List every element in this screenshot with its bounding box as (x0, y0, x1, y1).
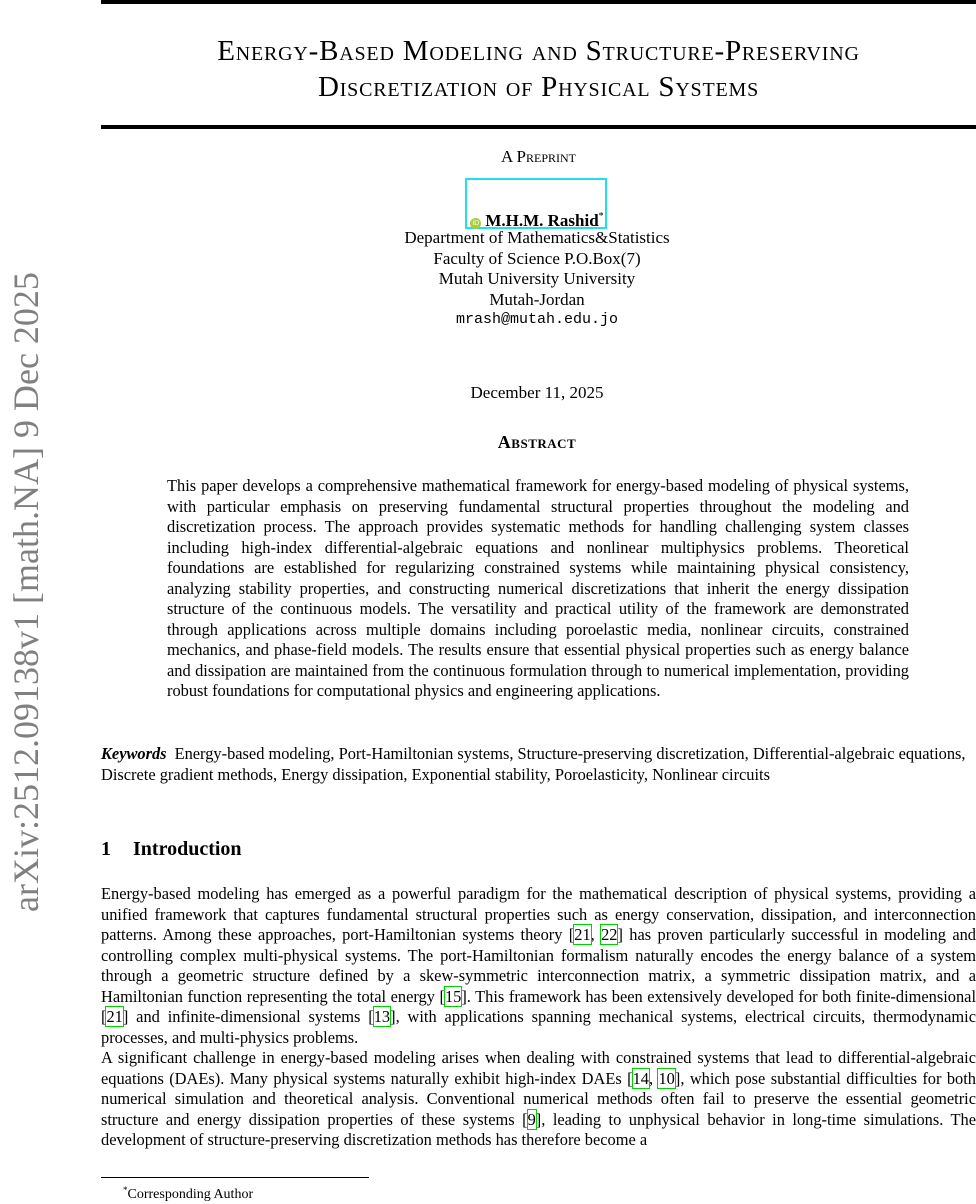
orcid-icon[interactable]: iD (470, 218, 481, 229)
paragraph-text: ]. This framework has been extensively developed for both finite-dimensional [ (101, 986, 976, 1026)
citation-link[interactable]: 22 (601, 925, 618, 944)
affiliation-line: Department of Mathematics&Statistics (404, 228, 670, 247)
preprint-label: A Preprint (500, 147, 577, 166)
section-heading-introduction (101, 838, 242, 861)
footnote-mark: * (123, 1185, 128, 1195)
footnote-text: Corresponding Author (127, 1187, 254, 1202)
affiliation-line: Mutah-Jordan (489, 289, 585, 309)
paper-title (101, 33, 976, 105)
abstract-text: This paper develops a comprehensive mathematical framework for energy-based modeling of physical systems, with particular emphasis on preserving fundamental structural properties throughout the modeling and discretization process. The approach provides systematic methods for handling challenging system classes including high-index differential-algebraic equations and nonlinear multiphysics problems. Theoretical foundations are established for regularizing constrained systems while maintaining physical consistency, analyzing stability properties, and constructing numerical discretizations that inherit the energy dissipation structure of the continuous models. The versatility and practical utility of the framework are demonstrated through applications across multiple domains including poroelastic media, nonlinear circuits, constrained mechanics, and phase-field models. The results ensure that essential physical properties such as energy balance and dissipation are maintained from the continuous formulation through to numerical implementation, providing robust foundations for computational physics and engineering applications. (167, 476, 909, 700)
author-name[interactable]: M.H.M. Rashid (485, 211, 599, 230)
title-top-rule (101, 0, 976, 4)
author-email: mrash@mutah.edu.jo (455, 311, 619, 328)
title-bottom-rule (101, 125, 976, 129)
citation-link[interactable]: 21 (574, 925, 591, 944)
citation-link[interactable]: 9 (527, 1109, 536, 1129)
paragraph-text: A significant challenge in energy-based modeling arises when dealing with constrained systems that lead to differential-algebraic equations (DAEs). Many physical systems naturally exhibit high-index DAEs [ (101, 1048, 976, 1088)
citation-link[interactable]: 14 (632, 1068, 649, 1088)
paper-title-line-2: Discretization of Physical Systems (317, 71, 760, 103)
affiliation-line: Mutah University University (438, 269, 636, 288)
keywords-label: Keywords (101, 744, 167, 763)
paper-title-line-1: Energy-Based Modeling and Structure-Preserving (217, 35, 860, 67)
paragraph-text: ] has proven particularly successful in modeling and controlling complex multi-physical systems. The port-Hamiltonian formalism naturally encodes the energy balance of a system through a geometric structure defined by a skew-symmetric interconnection matrix, a symmetric dissipation matrix, and a Hamiltonian function representing the total energy [ (101, 925, 976, 1006)
section-number: 1 (101, 838, 111, 860)
paragraph-text: , (648, 1068, 659, 1088)
citation-link[interactable]: 21 (106, 1007, 123, 1026)
author-affiliation (101, 228, 973, 331)
abstract-heading: Abstract (497, 432, 577, 452)
citation-link[interactable]: 10 (658, 1068, 675, 1088)
paragraph-text: , (590, 925, 602, 944)
paragraph-text: ], which pose substantial difficulties for both numerical simulation and theoretical analysis. Conventional numerical methods often fail to preserve the essential geometric structure and energy dissipation properties of these systems [ (101, 1068, 976, 1129)
keywords-text: Energy-based modeling, Port-Hamiltonian systems, Structure-preserving discretization, Differential-algebraic equations, Discrete gradient methods, Energy dissipation, Exponential stability, Poroelasticity, Nonlinear circuits (101, 744, 966, 784)
keywords-block (101, 744, 976, 785)
section-title: Introduction (133, 838, 242, 860)
citation-link[interactable]: 15 (444, 986, 462, 1006)
footnote (123, 1181, 253, 1204)
citation-link[interactable]: 13 (373, 1007, 391, 1026)
paragraph-text: ], with applications spanning mechanical systems, electrical circuits, thermodynamic processes, and multi-physics problems. (101, 1007, 976, 1047)
paragraph-text: Energy-based modeling has emerged as a powerful paradigm for the mathematical description of physical systems, providing a unified framework that captures fundamental structural properties such as energy conservation, dissipation, and interconnection patterns. Among these approaches, port-Hamiltonian systems theory [ (101, 884, 976, 944)
author-footnote-mark[interactable]: * (598, 211, 604, 222)
paragraph-text: ], leading to unphysical behavior in long-time simulations. The development of structure-preserving discretization methods has therefore become a (101, 1109, 976, 1149)
intro-paragraph-2 (101, 1048, 976, 1151)
intro-paragraph-1 (101, 884, 976, 1048)
publication-date: December 11, 2025 (470, 383, 604, 402)
affiliation-line: Faculty of Science P.O.Box(7) (433, 248, 641, 268)
paragraph-text: ] and infinite-dimensional systems [ (122, 1007, 374, 1026)
footnote-rule (101, 1177, 369, 1178)
arxiv-identifier-stamp: arXiv:2512.09138v1 [math.NA] 9 Dec 2025 (6, 272, 46, 912)
